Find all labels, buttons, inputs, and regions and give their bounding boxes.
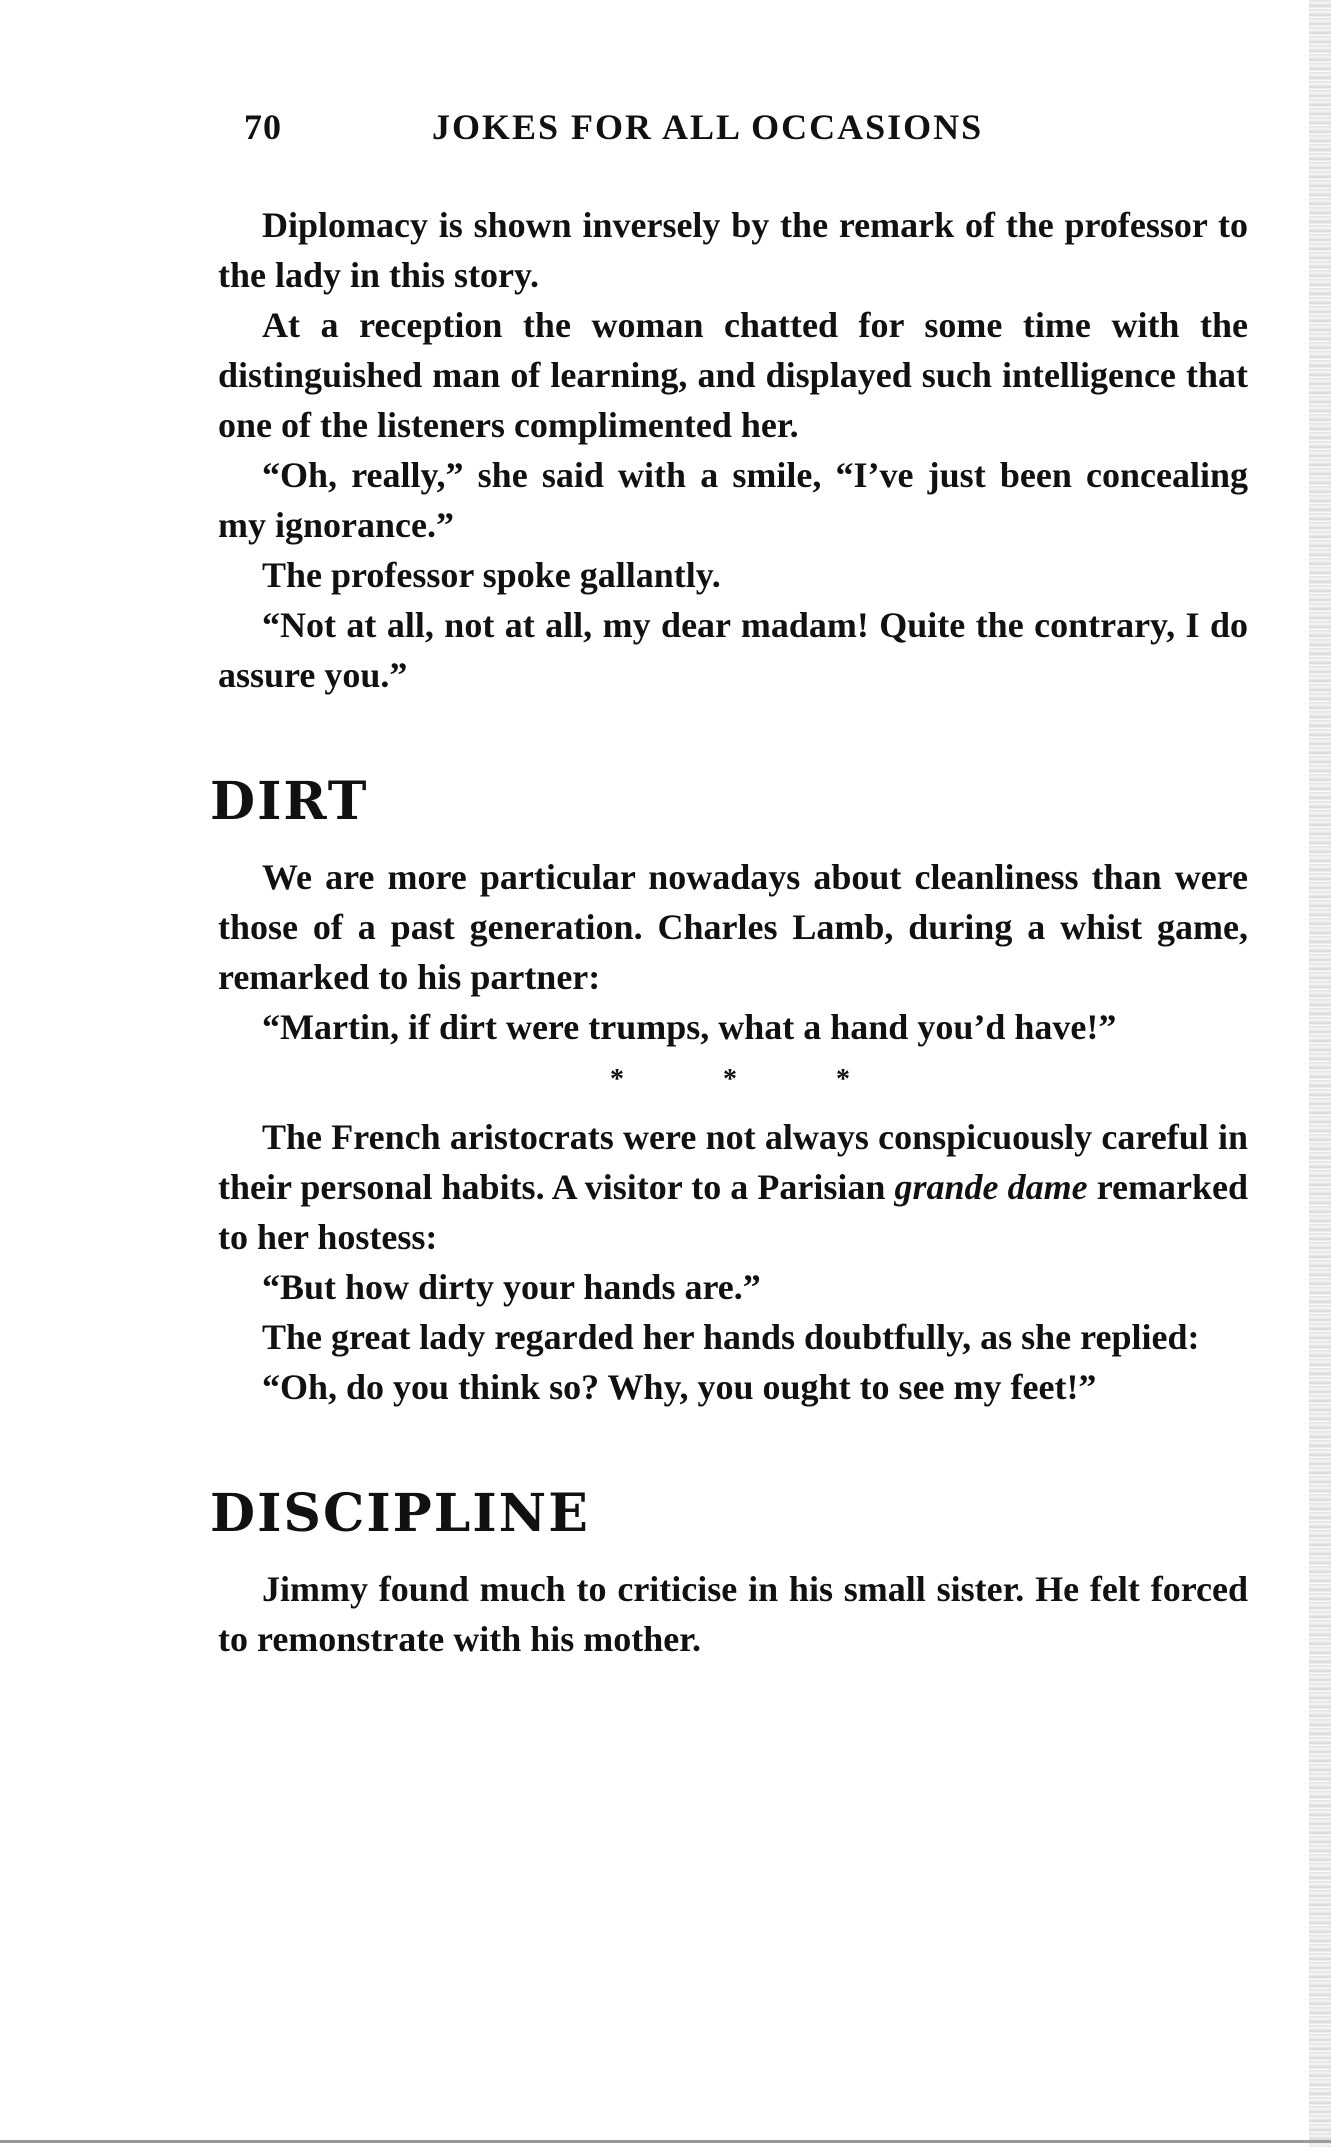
paragraph: The great lady regarded her hands doubtfully, as she replied: [262, 1317, 1200, 1357]
paragraph-text: remarked to her hostess: [218, 1167, 1248, 1257]
page-header [240, 100, 1060, 160]
paragraph: “Oh, do you think so? Why, you ought to see my feet!” [262, 1367, 1097, 1407]
paragraph-text: The French aristocrats were not always conspicuously careful in their personal habits. A visitor to a Parisian [218, 1117, 1248, 1207]
running-title: JOKES FOR ALL OCCASIONS [432, 107, 984, 147]
page-number: 70 [244, 107, 282, 147]
page-bottom-rule [0, 2140, 1331, 2143]
paragraph: “Not at all, not at all, my dear madam! Quite the contrary, I do assure you.” [218, 605, 1248, 695]
page-edge-shadow [1309, 0, 1331, 2147]
paragraph: We are more particular nowadays about cleanliness than were those of a past generation. Charles Lamb, during a whist game, remarked to his partner: [218, 857, 1248, 997]
italic-phrase: grande dame [894, 1167, 1088, 1207]
paragraph-french-aristocrats [218, 1112, 1248, 1262]
paragraph: The professor spoke gallantly. [262, 555, 721, 595]
paragraph: “Martin, if dirt were trumps, what a hand you’d have!” [262, 1007, 1117, 1047]
paragraph: Jimmy found much to criticise in his small sister. He felt forced to remonstrate with his mother. [218, 1569, 1248, 1659]
paragraph: At a reception the woman chatted for some time with the distinguished man of learning, and displayed such intelligence that one of the listeners complimented her. [218, 305, 1248, 445]
section-heading-dirt: DIRT [210, 771, 369, 832]
paragraph: “Oh, really,” she said with a smile, “I’ve just been concealing my ignorance.” [218, 455, 1248, 545]
paragraph: Diplomacy is shown inversely by the remark of the professor to the lady in this story. [218, 205, 1248, 295]
section-separator: * * * [610, 1064, 896, 1095]
paragraph: “But how dirty your hands are.” [262, 1267, 761, 1307]
page-body [210, 200, 1248, 1664]
section-heading-discipline: DISCIPLINE [210, 1483, 590, 1544]
